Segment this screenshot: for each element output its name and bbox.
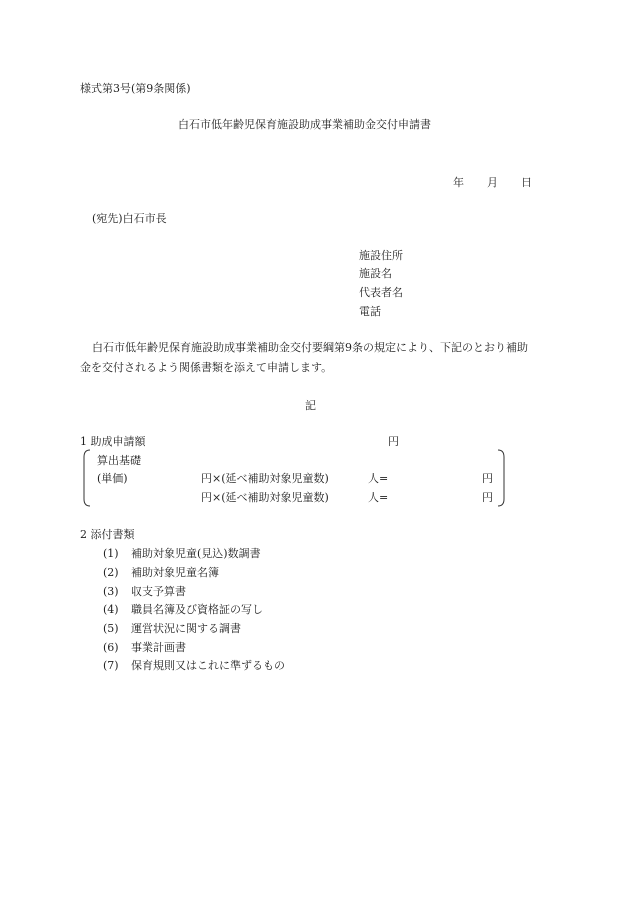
addressee: (宛先)白石市長 [92,212,167,225]
body-text-line2: 金を交付されるよう関係書類を添えて申請します。 [80,361,333,374]
calc-row2-formula: 円×(延べ補助対象児童数) [201,491,329,504]
body-text-line1: 白石市低年齢児保育施設助成事業補助金交付要綱第9条の規定により、下記のとおり補助 [92,341,528,354]
ki-heading: 記 [305,399,316,412]
unit-price-label: (単価) [97,472,128,485]
doc-text-3: 収支予算書 [131,585,186,598]
date-year: 年 [453,176,464,189]
calc-row1-yen: 円 [482,472,493,485]
calc-row2-people: 人= [368,491,389,504]
doc-num-1: (1) [103,547,119,560]
doc-num-7: (7) [103,659,119,672]
applicant-representative-label: 代表者名 [359,286,403,299]
doc-num-4: (4) [103,603,119,616]
doc-text-7: 保育規則又はこれに準ずるもの [131,659,285,672]
calc-row2-yen: 円 [482,491,493,504]
form-number: 様式第3号(第9条関係) [80,82,191,95]
item1-label: 1 助成申請額 [80,435,146,448]
applicant-phone-label: 電話 [359,305,381,318]
document-title: 白石市低年齢児保育施設助成事業補助金交付申請書 [178,118,431,131]
doc-text-6: 事業計画書 [131,641,186,654]
right-bracket [496,449,508,507]
doc-num-3: (3) [103,585,119,598]
doc-num-6: (6) [103,641,119,654]
doc-text-1: 補助対象児童(見込)数調書 [131,547,261,560]
doc-text-2: 補助対象児童名簿 [131,566,219,579]
item2-label: 2 添付書類 [80,528,135,541]
applicant-address-label: 施設住所 [359,249,403,262]
doc-num-5: (5) [103,622,119,635]
doc-text-4: 職員名簿及び資格証の写し [131,603,263,616]
item1-yen: 円 [388,435,399,448]
doc-text-5: 運営状況に関する調書 [131,622,241,635]
calc-row1-formula: 円×(延べ補助対象児童数) [201,472,329,485]
doc-num-2: (2) [103,566,119,579]
calc-title: 算出基礎 [97,454,141,467]
calc-row1-people: 人= [368,472,389,485]
date-month: 月 [487,176,498,189]
date-day: 日 [521,176,532,189]
applicant-name-label: 施設名 [359,267,392,280]
left-bracket [80,449,92,507]
